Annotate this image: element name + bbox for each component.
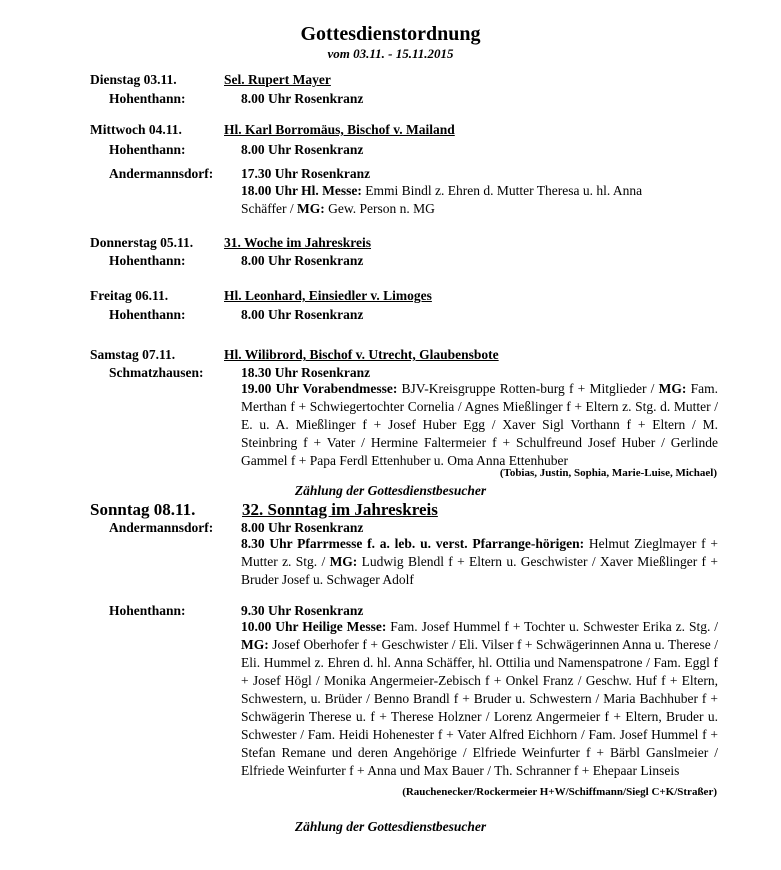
mass-intentions — [241, 535, 718, 589]
ministrants: (Rauchenecker/Rockermeier H+W/Schiffmann/Siegl C+K/Straßer) — [402, 786, 717, 798]
place-label: Hohenthann: — [109, 307, 186, 322]
service-line: 8.00 Uhr Rosenkranz — [241, 142, 364, 157]
place-label: Hohenthann: — [109, 91, 186, 106]
place-label: Andermannsdorf: — [109, 520, 214, 535]
service-line: 8.00 Uhr Rosenkranz — [241, 91, 364, 106]
day-feast: 31. Woche im Jahreskreis — [224, 235, 372, 250]
mass-label: 19.00 Uhr Vorabendmesse: — [241, 381, 398, 396]
day-date: Freitag 06.11. — [90, 288, 169, 303]
day-feast: Sel. Rupert Mayer — [224, 72, 331, 87]
service-line: 18.30 Uhr Rosenkranz — [241, 365, 371, 380]
place-label: Hohenthann: — [109, 603, 186, 618]
mg-text: Ludwig Blendl f + Eltern u. Geschwister / Xaver Mießlinger f + Bruder Josef u. Schwager Adolf — [241, 554, 718, 587]
ministrants: (Tobias, Justin, Sophia, Marie-Luise, Michael) — [499, 467, 717, 479]
mg-label: MG: — [329, 554, 358, 569]
day-date: Dienstag 03.11. — [90, 72, 177, 87]
mass-label: 8.30 Uhr Pfarrmesse f. a. leb. u. verst. Pfarrange-hörigen: — [241, 536, 585, 551]
day-feast: Hl. Leonhard, Einsiedler v. Limoges — [224, 288, 432, 303]
mass-text: BJV-Kreisgruppe Rotten-burg f + Mitglieder / — [401, 381, 655, 396]
service-line: 8.00 Uhr Rosenkranz — [241, 307, 364, 322]
day-heading-saturday — [90, 346, 499, 363]
mg-text: Fam. Merthan f + Schwiegertochter Cornelia / Agnes Mießlinger f + Eltern z. Stg. d. Mutter / E. u. A. Mießlinger f + Josef Huber Egg / Xaver Sigl Vorthann f + Eltern / M. Steinbring f + Vater / Hermine Faltermeier f + Schulfreund Josef Huber / Gerlinde Gammel f + Papa Ferdl Ettenhuber u. Oma Anna Ettenhuber — [241, 381, 719, 468]
service-line: 8.00 Uhr Rosenkranz — [241, 253, 364, 268]
mg-text: Josef Oberhofer f + Geschwister / Eli. Vilser f + Schwägerinnen Anna u. Therese / Eli. Hummel z. Ehren d. hl. Anna Schäffer, hl. Ottilia und Namenspatrone / Fam. Eggl f + Josef Högl / Monika Angermeier-Zebisch f + Onkel Franz / Geschw. Huf f + Eltern, Schwestern, u. Brüder / Benno Brandl f + Bruder u. Schwestern / Maria Bachhuber f + Schwägerin Therese u. f + Therese Holzner / Lorenz Angermeier f + Eltern, Bruder u. Schwester / Fam. Heidi Hohenester f + Vater Alfred Eichhorn / Fam. Josef Hummel f + Stefan Remane und deren Angehörige / Elfriede Weinfurter f + Bärbl Ganslmeier / Elfriede Weinfurter f + Anna und Max Bauer / Th. Schranner f + Ehepaar Linseis — [241, 637, 719, 778]
mass-text: Emmi Bindl z. Ehren d. Mutter Theresa u. hl. Anna — [365, 183, 643, 198]
mass-intentions — [241, 182, 718, 218]
mass-intentions — [241, 380, 718, 470]
mass-text: Schäffer / — [241, 201, 294, 216]
service-line: 17.30 Uhr Rosenkranz — [241, 166, 371, 181]
place-label: Schmatzhausen: — [109, 365, 204, 380]
attendance-count-note: Zählung der Gottesdienstbesucher — [294, 819, 487, 834]
date-range: vom 03.11. - 15.11.2015 — [327, 46, 454, 61]
mg-label: MG: — [658, 381, 687, 396]
mass-text: Fam. Josef Hummel f + Tochter u. Schwester Erika z. Stg. / — [390, 619, 718, 634]
day-heading-tuesday — [90, 71, 331, 88]
day-heading-sunday — [90, 499, 438, 520]
mass-label: 18.00 Uhr Hl. Messe: — [241, 183, 362, 198]
mass-text: Helmut Zieglmayer f + Mutter z. Stg. / — [241, 536, 719, 569]
day-feast: Hl. Wilibrord, Bischof v. Utrecht, Glaubensbote — [224, 347, 499, 362]
mass-intentions — [241, 618, 718, 780]
day-date: Samstag 07.11. — [90, 347, 176, 362]
mg-label: MG: — [296, 201, 325, 216]
day-heading-friday — [90, 287, 432, 304]
mg-label: MG: — [241, 637, 269, 652]
place-label: Andermannsdorf: — [109, 166, 214, 181]
place-label: Hohenthann: — [109, 253, 186, 268]
day-date: Donnerstag 05.11. — [90, 235, 194, 250]
attendance-count-note: Zählung der Gottesdienstbesucher — [294, 483, 487, 498]
page-title: Gottesdienstordnung — [300, 23, 481, 45]
day-date: Sonntag 08.11. — [90, 500, 196, 519]
day-heading-thursday — [90, 234, 371, 251]
mass-label: 10.00 Uhr Heilige Messe: — [241, 619, 387, 634]
day-heading-wednesday — [90, 121, 455, 138]
day-feast: Hl. Karl Borromäus, Bischof v. Mailand — [224, 122, 455, 137]
mg-text: Gew. Person n. MG — [328, 201, 435, 216]
day-feast: 32. Sonntag im Jahreskreis — [242, 500, 438, 519]
day-date: Mittwoch 04.11. — [90, 122, 182, 137]
service-line: 8.00 Uhr Rosenkranz — [241, 520, 364, 535]
place-label: Hohenthann: — [109, 142, 186, 157]
service-line: 9.30 Uhr Rosenkranz — [241, 603, 364, 618]
